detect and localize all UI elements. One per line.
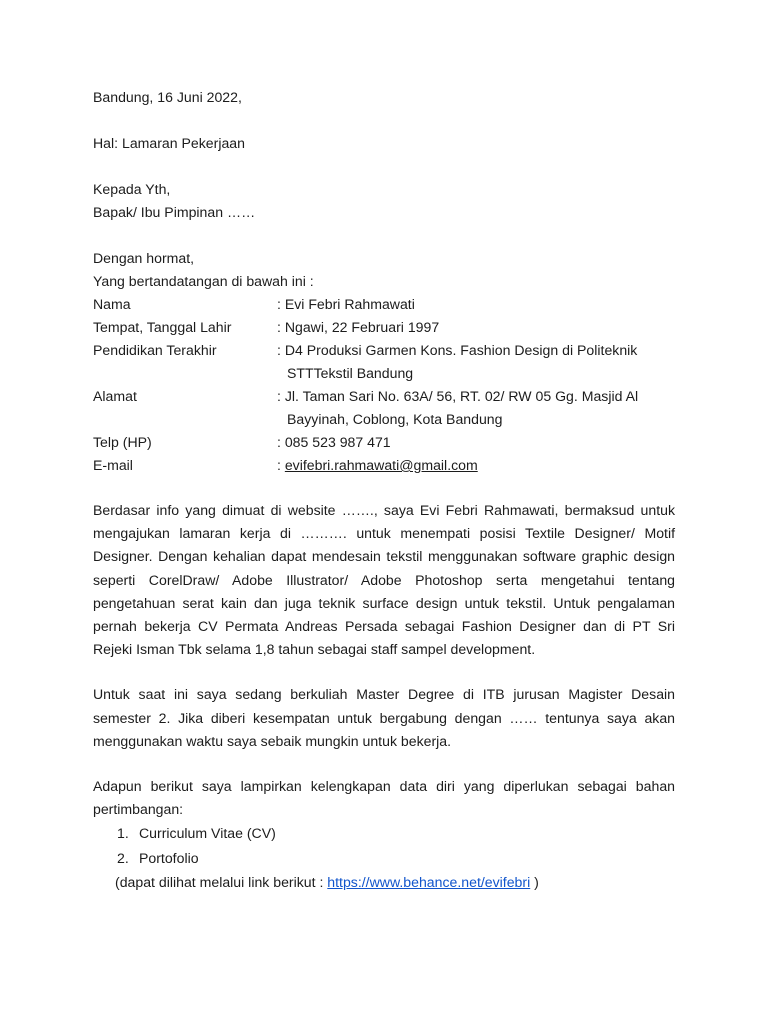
education-value: : D4 Produksi Garmen Kons. Fashion Design di Politeknik: [277, 342, 638, 358]
paragraph-attachments: [93, 775, 675, 821]
attachment-list: [93, 821, 675, 871]
paragraph-line: mengajukan lamaran kerja di ………. untuk menempati posisi Textile Designer/ Motif: [93, 525, 675, 542]
email-label: E-mail: [93, 457, 133, 473]
detail-row-email: [93, 454, 675, 477]
education-label: Pendidikan Terakhir: [93, 342, 217, 358]
subject-line: Hal: Lamaran Pekerjaan: [93, 135, 245, 151]
paragraph-line: Berdasar info yang dimuat di website ……., saya Evi Febri Rahmawati, bermaksud untuk: [93, 502, 675, 518]
detail-row-birth: [93, 316, 675, 339]
list-number: 1.: [117, 825, 129, 842]
paragraph-line: Rejeki Isman Tbk selama 1,8 tahun sebagai staff sampel development.: [93, 641, 536, 658]
portfolio-link[interactable]: https://www.behance.net/evifebri: [327, 874, 531, 891]
detail-row-address: [93, 385, 675, 408]
birth-value: : Ngawi, 22 Februari 1997: [277, 319, 440, 335]
phone-label: Telp (HP): [93, 434, 152, 450]
portfolio-note-prefix: (dapat dilihat melalui link berikut :: [115, 874, 328, 891]
detail-row-phone: [93, 431, 675, 454]
education-value-continued: STTTekstil Bandung: [287, 365, 414, 381]
date-line: Bandung, 16 Juni 2022,: [93, 89, 242, 105]
paragraph-line: Designer. Dengan kehalian dapat mendesain tekstil menggunakan software graphic design: [93, 548, 675, 565]
greeting: Dengan hormat,: [93, 250, 195, 266]
address-label: Alamat: [93, 388, 137, 404]
applicant-details: [93, 293, 675, 477]
list-item-label: Portofolio: [139, 850, 199, 867]
recipient-line-2: Bapak/ Ibu Pimpinan ……: [93, 204, 256, 220]
list-item: [93, 821, 675, 846]
list-item: [93, 846, 675, 871]
phone-value: : 085 523 987 471: [277, 434, 391, 450]
paragraph-line: pernah bekerja CV Permata Andreas Persada sebagai Fashion Designer dan di PT Sri: [93, 617, 675, 634]
name-label: Nama: [93, 296, 131, 312]
name-value: : Evi Febri Rahmawati: [277, 296, 415, 312]
address-value: : Jl. Taman Sari No. 63A/ 56, RT. 02/ RW 05 Gg. Masjid Al: [277, 388, 639, 404]
email-link[interactable]: evifebri.rahmawati@gmail.com: [284, 457, 478, 473]
email-value-wrap: [277, 454, 675, 477]
paragraph-line: menggunakan waktu saya sebaik mungkin untuk bekerja.: [93, 732, 452, 749]
list-item-label: Curriculum Vitae (CV): [139, 825, 276, 842]
recipient-line-1: Kepada Yth,: [93, 181, 171, 197]
paragraph-line: Untuk saat ini saya sedang berkuliah Master Degree di ITB jurusan Magister Desain: [93, 686, 675, 703]
paragraph-motivation: [93, 499, 675, 661]
portfolio-note: [93, 871, 675, 894]
email-prefix: :: [277, 457, 285, 473]
intro-line: Yang bertandatangan di bawah ini :: [93, 273, 314, 289]
letter-page: [93, 86, 675, 894]
portfolio-note-suffix: ): [530, 874, 539, 891]
detail-row-name: [93, 293, 675, 316]
paragraph-line: semester 2. Jika diberi kesempatan untuk bergabung dengan …… tentunya saya akan: [93, 709, 675, 726]
paragraph-line: pertimbangan:: [93, 801, 184, 818]
paragraph-line: Adapun berikut saya lampirkan kelengkapan data diri yang diperlukan sebagai bahan: [93, 777, 675, 794]
paragraph-study: [93, 683, 675, 753]
paragraph-line: pengetahuan serat kain dan juga teknik surface design untuk tekstil. Untuk pengalaman: [93, 594, 675, 611]
list-number: 2.: [117, 850, 129, 867]
address-value-continued: Bayyinah, Coblong, Kota Bandung: [287, 411, 503, 427]
paragraph-line: seperti CorelDraw/ Adobe Illustrator/ Adobe Photoshop serta mengetahui tentang: [93, 571, 675, 588]
birth-label: Tempat, Tanggal Lahir: [93, 319, 232, 335]
detail-row-education: [93, 339, 675, 362]
